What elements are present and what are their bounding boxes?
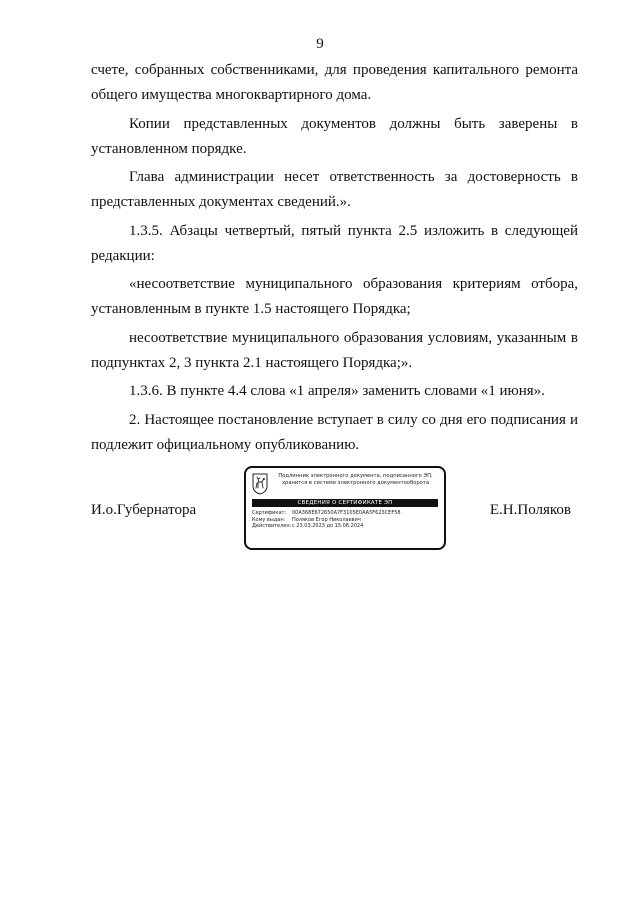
signatory-name: Е.Н.Поляков	[489, 502, 571, 518]
paragraph: 1.3.5. Абзацы четвертый, пятый пункта 2.5 изложить в следующей редакции:	[91, 222, 578, 264]
paragraph: Глава администрации несет ответственность за достоверность в представленных документах сведений.».	[91, 169, 578, 210]
stamp-note: Подлинник электронного документа, подписанного ЭП, хранится в системе электронного документооборота	[278, 473, 433, 486]
certificate-value: 00A368E672650A7F3105E0AA5F623CEF58	[292, 510, 401, 516]
signatory-position: И.о.Губернатора	[91, 502, 197, 518]
valid-label: Действителен:	[252, 523, 292, 530]
issued-to-label: Кому выдан:	[252, 516, 286, 523]
paragraph: «несоответствие муниципального образования критериям отбора, установленным в пункте 1.5 настоящего Порядка;	[91, 276, 578, 317]
page-number: 9	[316, 36, 324, 52]
certificate-label: Сертификат:	[252, 510, 287, 516]
paragraph: 1.3.6. В пункте 4.4 слова «1 апреля» заменить словами «1 июня».	[129, 383, 545, 399]
valid-value: с 23.03.2023 до 15.06.2024	[292, 523, 364, 530]
valid-line	[252, 523, 438, 530]
paragraph: Копии представленных документов должны быть заверены в установленном порядке.	[91, 115, 578, 157]
paragraph: несоответствие муниципального образования условиям, указанным в подпунктах 2, 3 пункта 2.1 настоящего Порядка;».	[91, 329, 578, 371]
stamp-details	[252, 510, 438, 530]
document-body	[91, 58, 578, 461]
signature-block	[0, 466, 640, 554]
electronic-signature-stamp	[244, 466, 446, 550]
issued-to-value: Поляков Егор Николаевич	[292, 516, 361, 523]
certificate-line	[252, 510, 438, 517]
deer-coat-of-arms-icon	[252, 473, 268, 495]
stamp-certificate-header: СВЕДЕНИЯ О СЕРТИФИКАТЕ ЭП	[252, 499, 438, 507]
paragraph: 2. Настоящее постановление вступает в силу со дня его подписания и подлежит официальному опубликованию.	[91, 411, 578, 453]
stamp-header-area	[252, 473, 438, 495]
paragraph: счете, собранных собственниками, для проведения капитального ремонта общего имущества многоквартирного дома.	[91, 62, 578, 103]
